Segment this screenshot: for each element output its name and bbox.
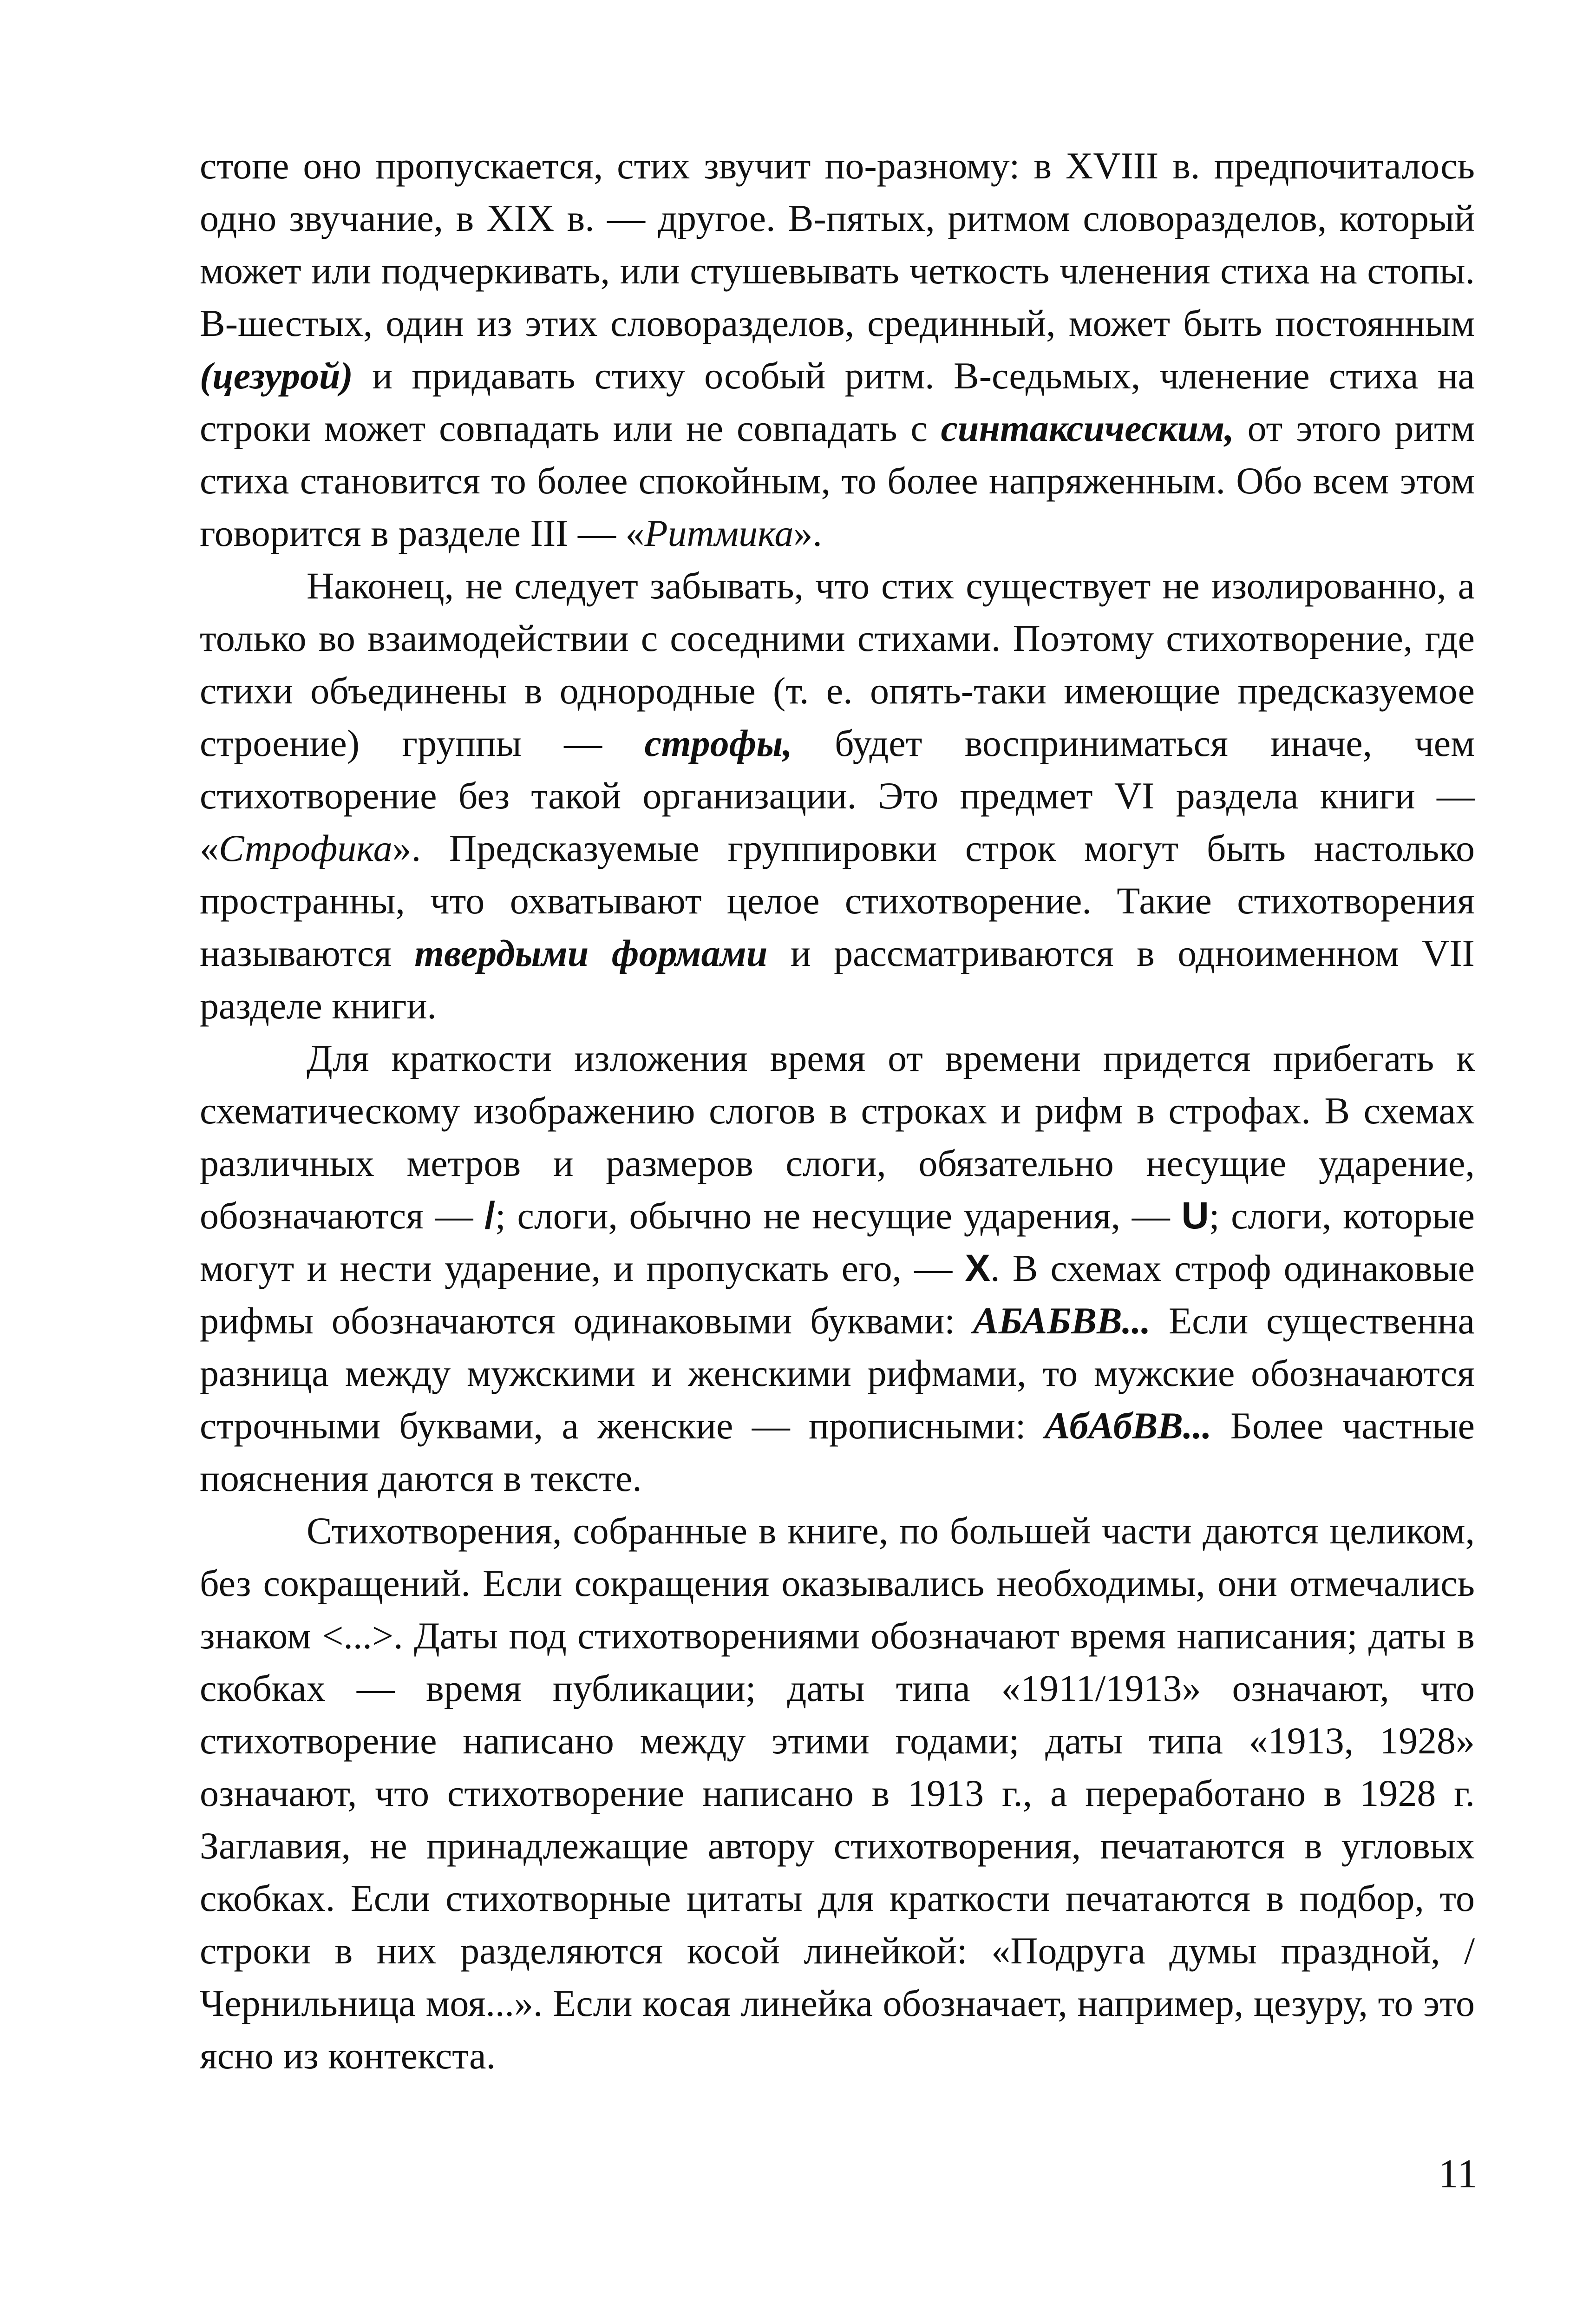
text-run: стопе оно пропускается, стих звучит по-разному: в XVIII в. предпочиталось одно звучание, в XIX в. — другое. В-пятых, ритмом словоразделов, который может или подчеркивать, или стушевывать четкость членения стиха на стопы. В-шестых, один из этих словоразделов, срединный, может быть постоянным: [200, 144, 1475, 344]
key-term: (цезурой): [200, 354, 353, 397]
text-run: от этого ритм стиха становится то более спокойным, то более напряженным. Обо всем этом говорится в разделе III — «: [200, 407, 1475, 554]
body-text: [200, 139, 1475, 2082]
text-run: и придавать стиху особый ритм. В-седьмых, членение стиха на строки может совпадать или не совпадать с: [200, 354, 1475, 449]
text-run: ; слоги, обычно не несущие ударения, —: [495, 1194, 1182, 1237]
key-term: АБАБВВ...: [973, 1299, 1151, 1342]
paragraph-rhythm: [200, 139, 1475, 559]
paragraph-schemes: [200, 1032, 1475, 1504]
scheme-symbol: /: [484, 1194, 496, 1237]
text-run: ». Предсказуемые группировки строк могут быть настолько пространны, что охватывают целое стихотворение. Такие стихотворения называются: [200, 827, 1475, 974]
text-run: ; слоги, которые могут и нести ударение, и пропускать его, —: [200, 1194, 1475, 1289]
paragraph-conventions: [200, 1504, 1475, 2082]
key-term: синтаксическим,: [941, 407, 1234, 449]
text-run: будет восприниматься иначе, чем стихотворение без такой организации. Это предмет VI раздела книги — «: [200, 722, 1475, 869]
section-title-ref: Ритмика: [644, 512, 794, 554]
key-term: твердыми формами: [414, 932, 768, 974]
text-run: Если существенна разница между мужскими и женскими рифмами, то мужские обозначаются строчными буквами, а женские — прописными:: [200, 1299, 1475, 1447]
scheme-symbol: X: [965, 1247, 991, 1289]
text-run: Стихотворения, собранные в книге, по большей части даются целиком, без сокращений. Если сокращения оказывались необходимы, они отмечались знаком <...>. Даты под стихотворениями обозначают время написания; даты в скобках — время публикации; даты типа «1911/1913» означают, что стихотворение написано между этими годами; даты типа «1913, 1928» означают, что стихотворение написано в 1913 г., а переработано в 1928 г. Заглавия, не принадлежащие автору стихотворения, печатаются в угловых скобках. Если стихотворные цитаты для краткости печатаются в подбор, то строки в них разделяются косой линейкой: «Подруга думы праздной, / Чернильница моя...». Если косая линейка обозначает, например, цезуру, то это ясно из контекста.: [200, 1509, 1475, 2077]
scheme-symbol: U: [1181, 1194, 1209, 1237]
text-run: Для краткости изложения время от времени придется прибегать к схематическому изображению слогов в строках и рифм в строфах. В схемах различных метров и размеров слоги, обязательно несущие ударение, обозначаются —: [200, 1037, 1475, 1237]
key-term: строфы,: [644, 722, 792, 764]
key-term: АбАбВВ...: [1044, 1404, 1212, 1447]
section-title-ref: Строфика: [219, 827, 392, 869]
text-run: и рассматриваются в одноименном VII разделе книги.: [200, 932, 1475, 1027]
page-number: 11: [1438, 2152, 1478, 2197]
text-run: . В схемах строф одинаковые рифмы обозначаются одинаковыми буквами:: [200, 1247, 1475, 1342]
paragraph-strophics: [200, 559, 1475, 1032]
text-run: Наконец, не следует забывать, что стих существует не изолированно, а только во взаимодействии с соседними стихами. Поэтому стихотворение, где стихи объединены в однородные (т. е. опять-таки имеющие предсказуемое строение) группы —: [200, 564, 1475, 764]
text-run: Более частные пояснения даются в тексте.: [200, 1404, 1475, 1499]
text-run: ».: [793, 512, 822, 554]
